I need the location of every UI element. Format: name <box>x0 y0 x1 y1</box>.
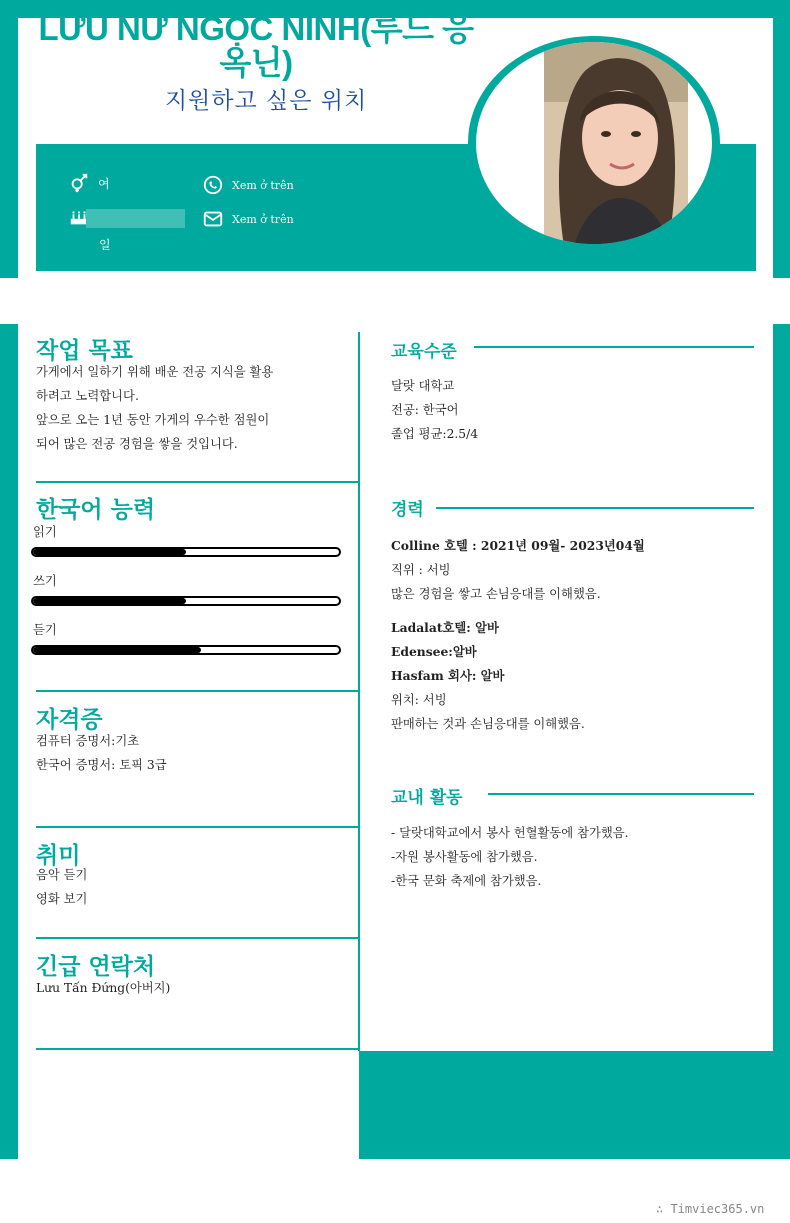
objective-line: 가게에서 일하기 위해 배운 전공 지식을 활용 <box>36 365 274 379</box>
heading-rule <box>436 507 754 509</box>
hobby-line: 영화 보기 <box>36 892 88 906</box>
job-detail: 판매하는 것과 손님응대를 이해했음. <box>391 717 585 731</box>
column-divider <box>358 332 360 1051</box>
gender-value: 여 <box>98 176 110 191</box>
education-heading: 교육수준 <box>391 342 457 362</box>
heading-rule <box>474 346 754 348</box>
skill-label-reading: 읽기 <box>33 525 57 539</box>
korean-skills-heading: 한국어 능력 <box>36 497 156 523</box>
education-line: 달랏 대학교 <box>391 379 455 393</box>
job-title: Ladalat호텔: 알바 <box>391 620 499 635</box>
section-divider <box>36 481 358 483</box>
emergency-heading: 긴급 연락처 <box>36 954 156 980</box>
education-line: 전공: 한국어 <box>391 403 459 417</box>
education-line: 졸업 평균:2.5/4 <box>391 427 479 441</box>
email-row <box>202 208 294 230</box>
bottom-block <box>359 1051 790 1159</box>
avatar <box>476 42 712 244</box>
job-detail: 위치: 서빙 <box>391 693 447 707</box>
phone-value: Xem ở trên <box>232 178 294 192</box>
objective-line: 앞으로 오는 1년 동안 가게의 우수한 점원이 <box>36 413 270 427</box>
experience-job1 <box>391 534 761 606</box>
activity-line: - 달랏대학교에서 봉사 헌혈활동에 참가했음. <box>391 826 629 840</box>
profile-photo <box>544 42 688 244</box>
education-text <box>391 374 478 446</box>
phone-row <box>202 174 294 196</box>
job-detail: 직위 : 서빙 <box>391 563 451 577</box>
birthday-unit: 일 <box>99 238 111 252</box>
position-title: 지원하고 싶은 위치 <box>164 88 368 114</box>
skill-bar-listening <box>31 645 341 655</box>
objective-line: 하려고 노력합니다. <box>36 389 139 403</box>
watermark: ∴ Timviec365.vn <box>656 1202 765 1216</box>
job-detail: 많은 경험을 쌓고 손님응대를 이해했음. <box>391 587 601 601</box>
hobbies-heading: 취미 <box>36 843 81 869</box>
activities-heading: 교내 활동 <box>391 788 463 808</box>
section-divider <box>36 1048 358 1050</box>
email-value: Xem ở trên <box>232 212 294 226</box>
skill-bar-writing <box>31 596 341 606</box>
experience-heading: 경력 <box>391 500 424 520</box>
certificates-heading: 자격증 <box>36 707 103 733</box>
candidate-name: LƯU NỮ NGỌC NINH(루느 응옥닌) <box>38 10 474 81</box>
experience-job2 <box>391 616 761 736</box>
skill-label-writing: 쓰기 <box>33 574 57 588</box>
hobbies-text <box>36 863 87 911</box>
section-divider <box>36 690 358 692</box>
objective-line: 되어 많은 전공 경험을 쌓을 것입니다. <box>36 437 238 451</box>
activity-line: -자원 봉사활동에 참가했음. <box>391 850 538 864</box>
section-divider <box>36 937 358 939</box>
right-border <box>773 0 790 278</box>
hobby-line: 음악 듣기 <box>36 868 88 882</box>
activities-text <box>391 821 761 893</box>
job-title: Edensee:알바 <box>391 644 477 659</box>
objective-heading: 작업 목표 <box>36 338 133 364</box>
job-title: Colline 호텔 : 2021년 09월- 2023년04월 <box>391 538 645 553</box>
certificates-text <box>36 729 167 777</box>
objective-text <box>36 360 346 456</box>
emergency-line: Lưu Tấn Đứng(아버지) <box>36 981 171 995</box>
left-border-main <box>0 324 18 1159</box>
heading-rule <box>488 793 754 795</box>
birthday-redacted <box>86 209 185 228</box>
right-border-main <box>773 324 790 1051</box>
job-title: Hasfam 회사: 알바 <box>391 668 505 683</box>
skill-label-listening: 듣기 <box>33 623 57 637</box>
skill-bar-fill <box>33 647 201 653</box>
gender-icon <box>68 172 90 194</box>
certificate-line: 컴퓨터 증명서:기초 <box>36 734 140 748</box>
certificate-line: 한국어 증명서: 토픽 3급 <box>36 758 167 772</box>
skill-bar-reading <box>31 547 341 557</box>
whatsapp-icon <box>202 174 224 196</box>
emergency-text <box>36 976 170 1000</box>
skill-bar-fill <box>33 598 186 604</box>
activity-line: -한국 문화 축제에 참가했음. <box>391 874 542 888</box>
envelope-icon <box>202 208 224 230</box>
gender-row <box>68 172 110 194</box>
left-border <box>0 0 18 278</box>
section-divider <box>36 826 358 828</box>
skill-bar-fill <box>33 549 186 555</box>
